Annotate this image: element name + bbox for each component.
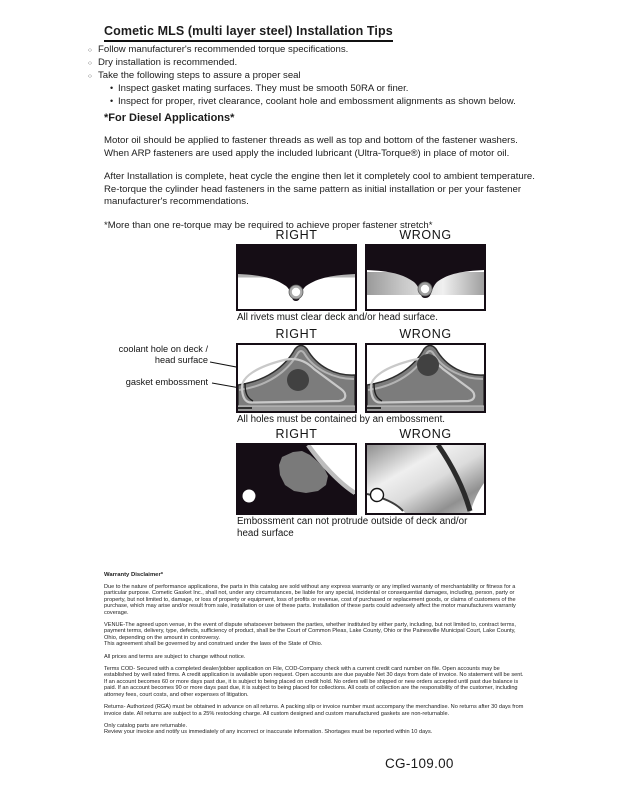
list-item: ○ Dry installation is recommended. xyxy=(88,56,528,69)
diagram-hole-wrong-panel xyxy=(365,343,486,413)
list-item: ○ Follow manufacturer's recommended torque specifications. xyxy=(88,43,528,56)
list-subitem: • Inspect gasket mating surfaces. They must be smooth 50RA or finer. xyxy=(108,82,528,95)
coolant-hole-annotation: coolant hole on deck / head surface xyxy=(118,344,208,365)
hole-wrong-illustration xyxy=(367,345,484,411)
disclaimer-paragraph: VENUE-The agreed upon venue, in the event of dispute whatsoever between the parties, whether instituted by either party, including, but not limited to, contract terms, payment terms, delivery, type, defects, sufficiency of product, shall be the Court of Common Pleas, Lake County, Ohio or the Painesville Municipal Court, Lake County, Ohio, depending on the amount in controversy. xyxy=(104,622,516,641)
diesel-section xyxy=(104,112,536,243)
diagram-embossment-wrong-panel xyxy=(365,443,486,515)
right-label: RIGHT xyxy=(275,427,318,441)
diagram-caption: All rivets must clear deck and/or head surface. xyxy=(237,312,438,323)
disclaimer-paragraph: Terms COD- Secured with a completed dealer/jobber application on File, COD-Company check with a current credit card number on file. Open accounts may be established by well rated firms. A credit application is available upon request. Open accounts are due payable Net 30 days from date of invoice. No statement will be sent. If an account becomes 60 or more days past due, it is subject to being placed on credit hold. No orders will be shipped or new orders accepted until past due balance is paid. If an account becomes 90 or more days past due, it is subject to being placed for collections. All costs of collection are the responsibility of the customer, including attorney fees, court costs, and other expenses of litigation. xyxy=(104,666,524,698)
disclaimer-paragraph: Review your invoice and notify us immediately of any incorrect or inaccurate information. Shortages must be reported within 10 days. xyxy=(104,729,433,736)
diagram-caption: Embossment can not protrude outside of deck and/or head surface xyxy=(237,516,468,539)
gasket-embossment-annotation: gasket embossment xyxy=(125,377,208,387)
diagram-embossment-right-panel xyxy=(236,443,357,515)
diesel-paragraph: After Installation is complete, heat cycle the engine then let it completely cool to ambient temperature. Re-torque the cylinder head fasteners in the same pattern as initial installation or per your fastener manufacturer's recommendations. xyxy=(104,171,535,207)
disclaimer-paragraph: Returns- Authorized (RGA) must be obtained in advance on all returns. A packing slip or invoice number must accompany the merchandise. No returns after 30 days from invoice date. All returns are subject to a 25% restocking charge. All custom designed and custom manufactured gaskets are non-returnable. xyxy=(104,704,524,717)
page-code: CG-109.00 xyxy=(385,756,454,771)
embossment-wrong-illustration xyxy=(367,445,484,513)
disclaimer-heading: Warranty Disclaimer* xyxy=(104,572,164,578)
diesel-heading: *For Diesel Applications* xyxy=(104,112,235,124)
page-title: Cometic MLS (multi layer steel) Installation Tips xyxy=(104,24,393,42)
disclaimer-paragraph: Due to the nature of performance applications, the parts in this catalog are sold without any express warranty or any implied warranty of merchantability or fitness for a particular purpose. Cometic Gasket Inc., shall not, under any circumstances, be liable for any special, incidental or consequential damages, including, person, party or property, but not limited to, damage, or loss of property or equipment, loss of profits or revenue, cost of purchased or replacement goods, or claims of customers of the purchase, which may arise and/or result from sale, installation or use of these parts. Installation of these parts could adversely affect the motor manufacturers warranty coverage. xyxy=(104,584,516,616)
hole-right-illustration xyxy=(238,345,355,411)
installation-tips-list xyxy=(88,43,528,108)
warranty-disclaimer xyxy=(104,572,528,742)
embossment-right-illustration xyxy=(238,445,355,513)
right-label: RIGHT xyxy=(275,327,318,341)
diesel-paragraph: Motor oil should be applied to fastener threads as well as top and bottom of the fastener washers. When ARP fasteners are used apply the included lubricant (Ultra-Torque®) in place of motor oil. xyxy=(104,135,518,159)
rivet-right-illustration xyxy=(238,246,355,309)
rivet-wrong-illustration xyxy=(367,246,484,309)
list-item: ○ Take the following steps to assure a proper seal xyxy=(88,69,528,82)
wrong-label: WRONG xyxy=(399,427,452,441)
diagram-hole-right-panel xyxy=(236,343,357,413)
wrong-label: WRONG xyxy=(399,228,452,242)
diesel-paragraph: *More than one re-torque may be required to achieve proper fastener stretch* xyxy=(104,219,433,231)
diagram-caption: All holes must be contained by an embossment. xyxy=(237,414,446,425)
disclaimer-paragraph: This agreement shall be governed by and construed under the laws of the State of Ohio. xyxy=(104,641,323,648)
wrong-label: WRONG xyxy=(399,327,452,341)
disclaimer-paragraph: All prices and terms are subject to change without notice. xyxy=(104,653,246,660)
disclaimer-paragraph: Only catalog parts are returnable. xyxy=(104,722,188,729)
diagram-rivet-right-panel xyxy=(236,244,357,311)
diagram-rivet-wrong-panel xyxy=(365,244,486,311)
right-label: RIGHT xyxy=(275,228,318,242)
list-subitem: • Inspect for proper, rivet clearance, coolant hole and embossment alignments as shown below. xyxy=(108,95,528,108)
